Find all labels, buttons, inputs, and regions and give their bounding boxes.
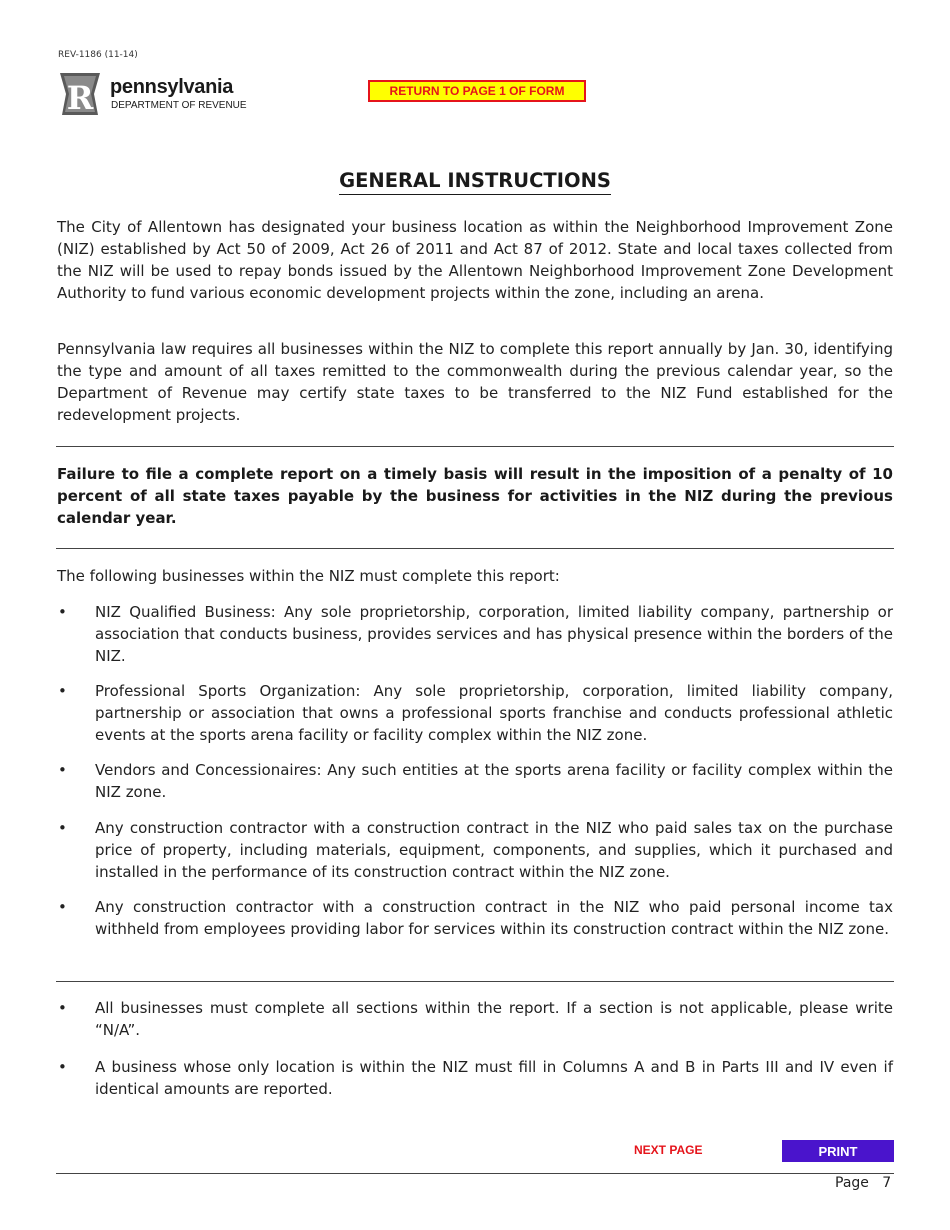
keystone-logo-icon [58, 71, 102, 117]
page-label: Page [835, 1175, 869, 1191]
list-intro: The following businesses within the NIZ must complete this report: [57, 567, 560, 585]
next-page-link[interactable]: NEXT PAGE [634, 1143, 703, 1157]
penalty-notice: Failure to file a complete report on a timely basis will result in the imposition of a penalty of 10 percent of all state taxes payable by the business for activities in the NIZ during the previous calendar year. [57, 465, 893, 527]
note-item: A business whose only location is within the NIZ must fill in Columns A and B in Parts III and IV even if identical amounts are reported. [95, 1058, 893, 1098]
business-type-item: Any construction contractor with a construction contract in the NIZ who paid sales tax on the purchase price of property, including materials, equipment, components, and supplies, which it purchased and installed in the performance of its construction contract within the NIZ zone. [95, 819, 893, 881]
page-title [0, 169, 950, 192]
business-type-item: Professional Sports Organization: Any sole proprietorship, corporation, limited liability company, partnership or association that owns a professional sports franchise and conducts professional athletic events at the sports arena facility or facility complex within the NIZ zone. [95, 682, 893, 744]
business-type-item: Vendors and Concessionaires: Any such entities at the sports arena facility or facility complex within the NIZ zone. [95, 761, 893, 801]
page-number-value: 7 [882, 1175, 892, 1191]
form-id: REV-1186 (11-14) [58, 50, 138, 60]
bullet-icon: • [58, 1058, 67, 1076]
logo-subtitle: DEPARTMENT OF REVENUE [111, 100, 247, 111]
intro-paragraph-1: The City of Allentown has designated your business location as within the Neighborhood Improvement Zone (NIZ) established by Act 50 of 2009, Act 26 of 2011 and Act 87 of 2012. State and local taxes collected from the NIZ will be used to repay bonds issued by the Allentown Neighborhood Improvement Zone Development Authority to fund various economic development projects within the zone, including an arena. [57, 218, 893, 302]
bullet-icon: • [58, 761, 67, 779]
pa-revenue-logo [58, 71, 258, 117]
divider [56, 446, 894, 447]
divider [56, 981, 894, 982]
return-to-page-1-button[interactable]: RETURN TO PAGE 1 OF FORM [368, 80, 586, 102]
divider [56, 548, 894, 549]
bullet-icon: • [58, 682, 67, 700]
business-type-item: NIZ Qualified Business: Any sole proprietorship, corporation, limited liability company, partnership or association that conducts business, provides services and has physical presence within the borders of the NIZ. [95, 603, 893, 665]
bullet-icon: • [58, 898, 67, 916]
page-title-text: GENERAL INSTRUCTIONS [339, 169, 611, 195]
bullet-icon: • [58, 819, 67, 837]
intro-paragraph-2: Pennsylvania law requires all businesses within the NIZ to complete this report annually by Jan. 30, identifying the type and amount of all taxes remitted to the commonwealth during the previous calendar year, so the Department of Revenue may certify state taxes to be transferred to the NIZ Fund established for the redevelopment projects. [57, 340, 893, 424]
logo-letter: R [66, 79, 94, 117]
footer-divider [56, 1173, 894, 1174]
bullet-icon: • [58, 603, 67, 621]
page-number [835, 1175, 891, 1191]
business-type-item: Any construction contractor with a construction contract in the NIZ who paid personal income tax withheld from employees providing labor for services within its construction contract within the NIZ zone. [95, 898, 893, 938]
note-item: All businesses must complete all sections within the report. If a section is not applicable, please write “N/A”. [95, 999, 893, 1039]
logo-wordmark: pennsylvania [110, 76, 234, 98]
bullet-icon: • [58, 999, 67, 1017]
print-button[interactable]: PRINT [782, 1140, 894, 1162]
